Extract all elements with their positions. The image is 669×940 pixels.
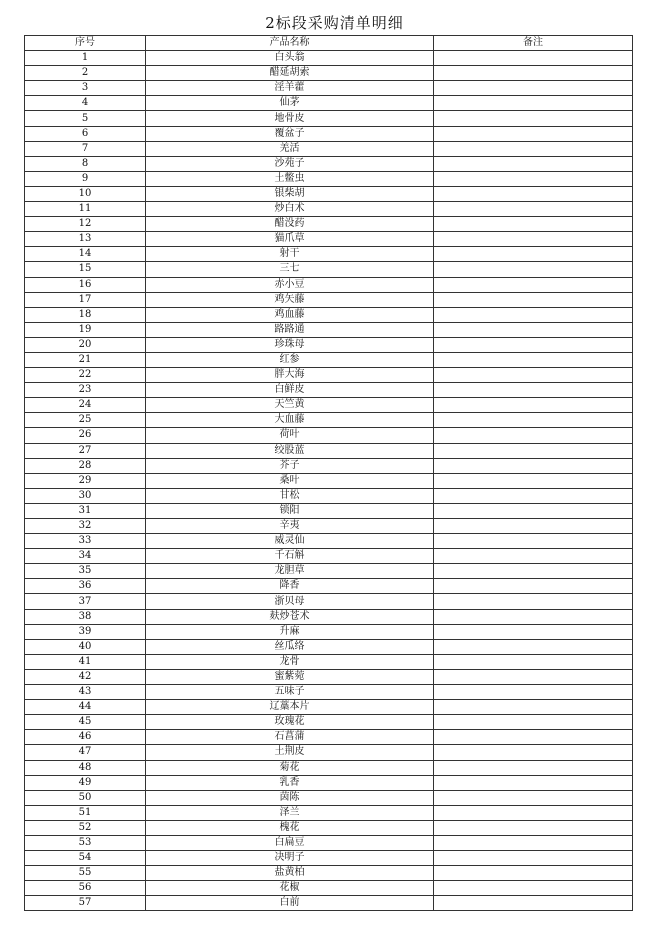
row-seq: 56	[25, 881, 146, 896]
row-seq: 6	[25, 126, 146, 141]
row-seq: 40	[25, 639, 146, 654]
row-seq: 19	[25, 322, 146, 337]
row-seq: 23	[25, 383, 146, 398]
row-note	[434, 805, 633, 820]
row-product-name: 槐花	[146, 820, 434, 835]
row-product-name: 乳香	[146, 775, 434, 790]
row-note	[434, 383, 633, 398]
row-seq: 12	[25, 217, 146, 232]
row-product-name: 仙茅	[146, 96, 434, 111]
row-note	[434, 156, 633, 171]
row-note	[434, 700, 633, 715]
row-note	[434, 51, 633, 66]
table-row	[25, 51, 633, 66]
row-seq: 11	[25, 202, 146, 217]
row-seq: 3	[25, 81, 146, 96]
table-row	[25, 654, 633, 669]
table-row	[25, 760, 633, 775]
row-note	[434, 896, 633, 911]
table-row	[25, 579, 633, 594]
row-note	[434, 594, 633, 609]
table-row	[25, 519, 633, 534]
row-note	[434, 715, 633, 730]
row-note	[434, 730, 633, 745]
row-note	[434, 141, 633, 156]
row-seq: 20	[25, 337, 146, 352]
row-product-name: 红参	[146, 352, 434, 367]
table-row	[25, 217, 633, 232]
row-note	[434, 820, 633, 835]
row-product-name: 绞股蓝	[146, 443, 434, 458]
row-product-name: 土鳖虫	[146, 171, 434, 186]
row-product-name: 地骨皮	[146, 111, 434, 126]
row-seq: 29	[25, 473, 146, 488]
row-seq: 53	[25, 835, 146, 850]
table-row	[25, 277, 633, 292]
row-note	[434, 851, 633, 866]
header-note: 备注	[434, 36, 633, 51]
table-row	[25, 639, 633, 654]
row-seq: 36	[25, 579, 146, 594]
table-row	[25, 820, 633, 835]
row-note	[434, 775, 633, 790]
table-row	[25, 368, 633, 383]
row-seq: 48	[25, 760, 146, 775]
table-row	[25, 247, 633, 262]
row-product-name: 珍珠母	[146, 337, 434, 352]
row-product-name: 白鲜皮	[146, 383, 434, 398]
row-seq: 4	[25, 96, 146, 111]
row-seq: 44	[25, 700, 146, 715]
row-product-name: 浙贝母	[146, 594, 434, 609]
row-product-name: 荷叶	[146, 428, 434, 443]
row-seq: 22	[25, 368, 146, 383]
row-product-name: 路路通	[146, 322, 434, 337]
row-seq: 14	[25, 247, 146, 262]
row-seq: 49	[25, 775, 146, 790]
row-seq: 7	[25, 141, 146, 156]
row-product-name: 猫爪草	[146, 232, 434, 247]
row-product-name: 花椒	[146, 881, 434, 896]
row-seq: 2	[25, 66, 146, 81]
row-seq: 30	[25, 488, 146, 503]
table-header-row	[25, 36, 633, 51]
row-product-name: 降香	[146, 579, 434, 594]
row-product-name: 决明子	[146, 851, 434, 866]
row-product-name: 醋没药	[146, 217, 434, 232]
row-note	[434, 549, 633, 564]
row-note	[434, 217, 633, 232]
row-seq: 34	[25, 549, 146, 564]
row-product-name: 石菖蒲	[146, 730, 434, 745]
row-product-name: 锁阳	[146, 503, 434, 518]
row-note	[434, 368, 633, 383]
row-product-name: 丝瓜络	[146, 639, 434, 654]
row-product-name: 蜜紫菀	[146, 669, 434, 684]
table-row	[25, 473, 633, 488]
table-row	[25, 66, 633, 81]
table-row	[25, 186, 633, 201]
row-product-name: 白头翁	[146, 51, 434, 66]
table-row	[25, 232, 633, 247]
header-seq: 序号	[25, 36, 146, 51]
row-product-name: 龙胆草	[146, 564, 434, 579]
row-seq: 55	[25, 866, 146, 881]
row-seq: 50	[25, 790, 146, 805]
row-product-name: 鸡血藤	[146, 307, 434, 322]
row-seq: 35	[25, 564, 146, 579]
row-product-name: 覆盆子	[146, 126, 434, 141]
table-row	[25, 881, 633, 896]
row-note	[434, 835, 633, 850]
table-body	[25, 51, 633, 911]
row-seq: 26	[25, 428, 146, 443]
row-note	[434, 685, 633, 700]
row-product-name: 辛夷	[146, 519, 434, 534]
table-row	[25, 534, 633, 549]
row-seq: 39	[25, 624, 146, 639]
row-seq: 38	[25, 609, 146, 624]
row-product-name: 玫瑰花	[146, 715, 434, 730]
row-seq: 32	[25, 519, 146, 534]
row-seq: 28	[25, 458, 146, 473]
row-seq: 24	[25, 398, 146, 413]
row-note	[434, 262, 633, 277]
row-seq: 31	[25, 503, 146, 518]
row-seq: 37	[25, 594, 146, 609]
row-note	[434, 413, 633, 428]
table-row	[25, 262, 633, 277]
row-seq: 16	[25, 277, 146, 292]
table-row	[25, 488, 633, 503]
table-row	[25, 503, 633, 518]
row-note	[434, 232, 633, 247]
table-row	[25, 564, 633, 579]
table-row	[25, 700, 633, 715]
row-seq: 54	[25, 851, 146, 866]
row-product-name: 沙苑子	[146, 156, 434, 171]
table-row	[25, 352, 633, 367]
row-product-name: 甘松	[146, 488, 434, 503]
row-product-name: 赤小豆	[146, 277, 434, 292]
row-note	[434, 96, 633, 111]
row-seq: 42	[25, 669, 146, 684]
row-note	[434, 171, 633, 186]
table-row	[25, 171, 633, 186]
row-note	[434, 202, 633, 217]
row-product-name: 菊花	[146, 760, 434, 775]
row-note	[434, 307, 633, 322]
row-seq: 57	[25, 896, 146, 911]
table-row	[25, 715, 633, 730]
row-seq: 43	[25, 685, 146, 700]
document-title: 2标段采购清单明细	[265, 14, 404, 32]
procurement-table	[24, 35, 633, 911]
row-product-name: 芥子	[146, 458, 434, 473]
row-product-name: 麸炒苍术	[146, 609, 434, 624]
row-product-name: 五味子	[146, 685, 434, 700]
table-row	[25, 624, 633, 639]
row-note	[434, 473, 633, 488]
row-note	[434, 428, 633, 443]
table-row	[25, 805, 633, 820]
table-row	[25, 443, 633, 458]
row-product-name: 天竺黄	[146, 398, 434, 413]
row-note	[434, 639, 633, 654]
table-row	[25, 458, 633, 473]
row-product-name: 白扁豆	[146, 835, 434, 850]
table-row	[25, 896, 633, 911]
row-seq: 25	[25, 413, 146, 428]
row-product-name: 桑叶	[146, 473, 434, 488]
table-row	[25, 156, 633, 171]
row-note	[434, 669, 633, 684]
row-seq: 8	[25, 156, 146, 171]
row-seq: 21	[25, 352, 146, 367]
table-row	[25, 307, 633, 322]
row-note	[434, 126, 633, 141]
table-row	[25, 685, 633, 700]
row-product-name: 胖大海	[146, 368, 434, 383]
table-row	[25, 337, 633, 352]
table-row	[25, 609, 633, 624]
row-note	[434, 443, 633, 458]
row-note	[434, 352, 633, 367]
table-row	[25, 96, 633, 111]
row-note	[434, 186, 633, 201]
row-product-name: 龙骨	[146, 654, 434, 669]
table-row	[25, 775, 633, 790]
row-note	[434, 503, 633, 518]
row-product-name: 羌活	[146, 141, 434, 156]
row-seq: 1	[25, 51, 146, 66]
table-row	[25, 383, 633, 398]
row-note	[434, 579, 633, 594]
row-note	[434, 519, 633, 534]
row-seq: 46	[25, 730, 146, 745]
row-product-name: 炒白术	[146, 202, 434, 217]
row-seq: 15	[25, 262, 146, 277]
row-seq: 13	[25, 232, 146, 247]
table-row	[25, 835, 633, 850]
row-note	[434, 760, 633, 775]
row-product-name: 盐黄柏	[146, 866, 434, 881]
table-row	[25, 594, 633, 609]
row-product-name: 三七	[146, 262, 434, 277]
row-note	[434, 745, 633, 760]
row-note	[434, 292, 633, 307]
row-note	[434, 277, 633, 292]
header-product-name: 产品名称	[146, 36, 434, 51]
row-seq: 9	[25, 171, 146, 186]
table-row	[25, 126, 633, 141]
row-seq: 52	[25, 820, 146, 835]
table-row	[25, 730, 633, 745]
row-note	[434, 458, 633, 473]
row-seq: 27	[25, 443, 146, 458]
table-row	[25, 549, 633, 564]
row-note	[434, 624, 633, 639]
row-product-name: 醋延胡索	[146, 66, 434, 81]
table-row	[25, 790, 633, 805]
row-note	[434, 654, 633, 669]
row-note	[434, 81, 633, 96]
table-row	[25, 851, 633, 866]
row-seq: 51	[25, 805, 146, 820]
table-row	[25, 141, 633, 156]
row-note	[434, 66, 633, 81]
row-product-name: 银柴胡	[146, 186, 434, 201]
table-row	[25, 202, 633, 217]
row-seq: 17	[25, 292, 146, 307]
row-note	[434, 247, 633, 262]
row-product-name: 土荆皮	[146, 745, 434, 760]
table-row	[25, 428, 633, 443]
table-row	[25, 669, 633, 684]
table-row	[25, 745, 633, 760]
table-row	[25, 111, 633, 126]
row-note	[434, 322, 633, 337]
row-product-name: 千石斛	[146, 549, 434, 564]
row-seq: 45	[25, 715, 146, 730]
row-product-name: 大血藤	[146, 413, 434, 428]
row-product-name: 泽兰	[146, 805, 434, 820]
row-seq: 33	[25, 534, 146, 549]
row-product-name: 辽藁本片	[146, 700, 434, 715]
row-note	[434, 881, 633, 896]
row-note	[434, 111, 633, 126]
table-row	[25, 398, 633, 413]
row-product-name: 淫羊藿	[146, 81, 434, 96]
table-row	[25, 292, 633, 307]
row-note	[434, 534, 633, 549]
row-note	[434, 488, 633, 503]
row-note	[434, 564, 633, 579]
table-row	[25, 866, 633, 881]
table-row	[25, 81, 633, 96]
row-note	[434, 398, 633, 413]
row-product-name: 射干	[146, 247, 434, 262]
row-product-name: 白前	[146, 896, 434, 911]
table-row	[25, 322, 633, 337]
row-note	[434, 609, 633, 624]
table-row	[25, 413, 633, 428]
row-product-name: 茵陈	[146, 790, 434, 805]
row-seq: 41	[25, 654, 146, 669]
row-product-name: 鸡矢藤	[146, 292, 434, 307]
row-seq: 18	[25, 307, 146, 322]
row-product-name: 威灵仙	[146, 534, 434, 549]
row-note	[434, 866, 633, 881]
row-product-name: 升麻	[146, 624, 434, 639]
row-note	[434, 790, 633, 805]
row-seq: 10	[25, 186, 146, 201]
row-seq: 47	[25, 745, 146, 760]
row-seq: 5	[25, 111, 146, 126]
row-note	[434, 337, 633, 352]
